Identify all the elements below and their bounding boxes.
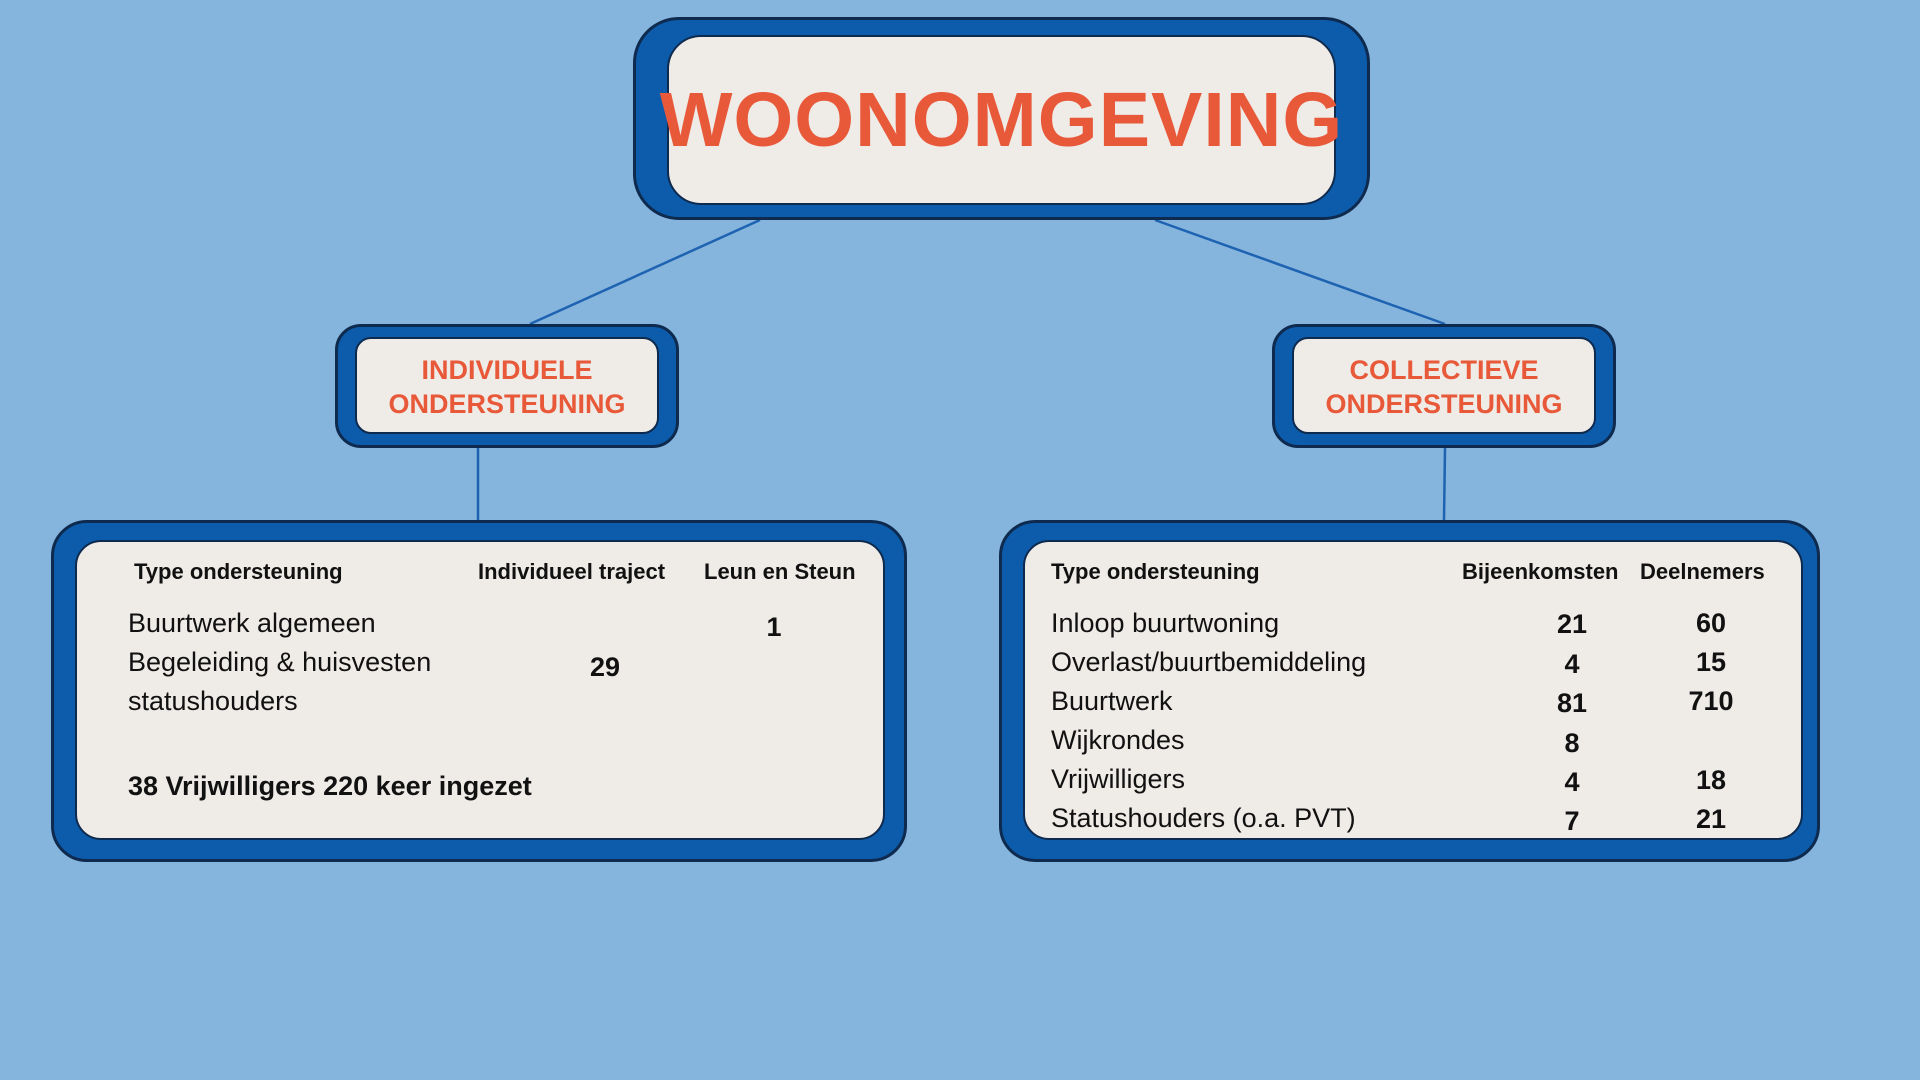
- column-header-type: Type ondersteuning: [1051, 559, 1260, 584]
- column-header-type: Type ondersteuning: [134, 559, 343, 584]
- title-node: [659, 35, 1344, 205]
- column-header-leun-en-steun: Leun en Steun: [704, 559, 856, 584]
- collectieve-label: [1294, 353, 1594, 421]
- cell-deelnemers: 15: [1695, 647, 1727, 677]
- table-row-label: Vrijwilligers: [1051, 764, 1186, 794]
- column-header-individueel-traject: Individueel traject: [478, 559, 666, 584]
- cell-bijeenkomsten: 4: [1564, 649, 1580, 679]
- collectieve-table: [1023, 540, 1803, 840]
- row-label-begeleiding-line1: Begeleiding & huisvesten: [128, 647, 432, 677]
- individuele-label-line1: INDIVIDUELE: [421, 355, 593, 385]
- connector-title-to-individuele: [530, 220, 760, 324]
- cell-individueel-traject-begeleiding: 29: [589, 652, 621, 682]
- table-row-label: Inloop buurtwoning: [1051, 608, 1280, 638]
- collectieve-node: [1292, 337, 1596, 434]
- row-label-buurtwerk-algemeen: Buurtwerk algemeen: [128, 608, 376, 638]
- table-row-label: Overlast/buurtbemiddeling: [1051, 647, 1367, 677]
- cell-bijeenkomsten: 21: [1556, 609, 1588, 639]
- cell-deelnemers: 60: [1695, 608, 1727, 638]
- cell-deelnemers: 18: [1695, 765, 1727, 795]
- cell-deelnemers: 21: [1695, 804, 1727, 834]
- cell-bijeenkomsten: 81: [1556, 688, 1588, 718]
- individuele-node: [355, 337, 659, 434]
- table-row-label: Wijkrondes: [1051, 725, 1185, 755]
- cell-leun-en-steun-buurtwerk: 1: [766, 612, 782, 642]
- individuele-label-line2: ONDERSTEUNING: [388, 389, 626, 419]
- cell-bijeenkomsten: 4: [1564, 767, 1580, 797]
- column-header-bijeenkomsten: Bijeenkomsten: [1462, 559, 1619, 584]
- connector-collectieve-to-table: [1444, 448, 1445, 520]
- page-title: WOONOMGEVING: [659, 76, 1344, 163]
- cell-bijeenkomsten: 7: [1564, 806, 1580, 836]
- collectieve-label-line2: ONDERSTEUNING: [1325, 389, 1563, 419]
- connector-title-to-collectieve: [1155, 220, 1445, 324]
- individuele-label: [357, 353, 657, 421]
- cell-deelnemers: 710: [1688, 686, 1734, 716]
- table-row-label: Statushouders (o.a. PVT): [1051, 803, 1356, 833]
- row-label-begeleiding-line2: statushouders: [128, 686, 298, 716]
- individuele-table: [75, 540, 885, 840]
- table-row-label: Buurtwerk: [1051, 686, 1173, 716]
- cell-bijeenkomsten: 8: [1564, 728, 1580, 758]
- volunteers-summary: 38 Vrijwilligers 220 keer ingezet: [128, 771, 532, 801]
- column-header-deelnemers: Deelnemers: [1640, 559, 1765, 584]
- collectieve-label-line1: COLLECTIEVE: [1349, 355, 1539, 385]
